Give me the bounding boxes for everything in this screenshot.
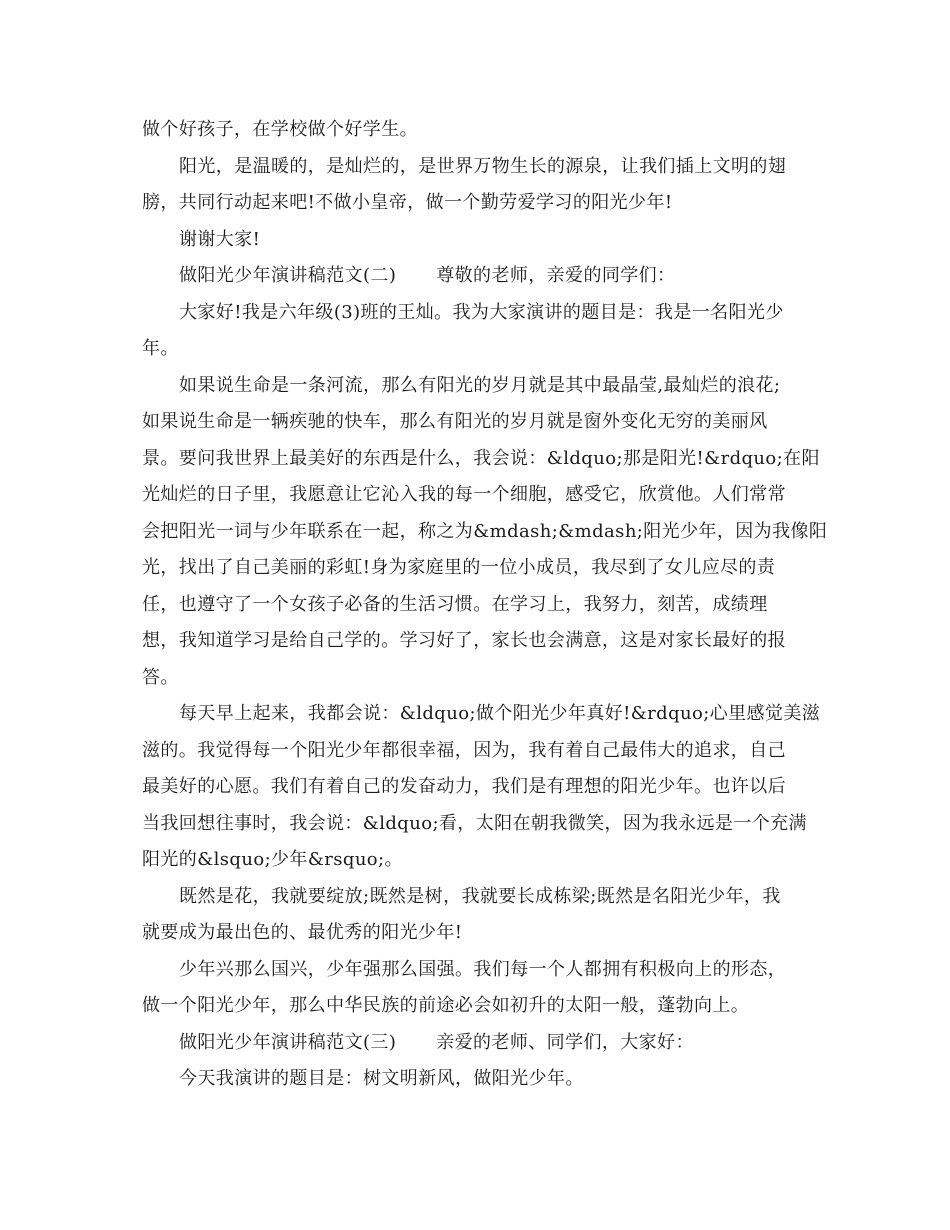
text-line: 膀，共同行动起来吧!不做小皇帝，做一个勤劳爱学习的阳光少年! — [142, 192, 673, 213]
text-line: 做个好孩子，在学校做个好学生。 — [142, 119, 418, 140]
text-line: 阳光的&lsquo;少年&rsquo;。 — [142, 849, 403, 870]
text-line: 做一个阳光少年，那么中华民族的前途必会如初升的太阳一般，蓬勃向上。 — [142, 995, 750, 1016]
salutation: 尊敬的老师，亲爱的同学们： — [436, 265, 676, 286]
text-line: 少年兴那么国兴，少年强那么国强。我们每一个人都拥有积极向上的形态， — [179, 958, 787, 980]
text-line: 光灿烂的日子里，我愿意让它沁入我的每一个细胞，感受它，欣赏他。人们常常 — [142, 484, 786, 505]
text-line: 谢谢大家! — [179, 228, 261, 250]
text-line: 如果说生命是一辆疾驰的快车，那么有阳光的岁月就是窗外变化无穷的美丽风 — [142, 411, 768, 432]
text-line: 如果说生命是一条河流，那么有阳光的岁月就是其中最晶莹,最灿烂的浪花; — [179, 374, 781, 396]
text-line: 每天早上起来，我都会说：&ldquo;做个阳光少年真好!&rdquo;心里感觉美滋 — [179, 703, 821, 724]
text-line: 答。 — [142, 666, 179, 688]
text-line: 任，也遵守了一个女孩子必备的生活习惯。在学习上，我努力，刻苦，成绩理 — [142, 593, 768, 615]
text-line: 当我回想往事时，我会说：&ldquo;看，太阳在朝我微笑，因为我永远是一个充满 — [142, 812, 807, 834]
section-heading-line — [142, 258, 807, 295]
text-line: 景。要问我世界上最美好的东西是什么，我会说：&ldquo;那是阳光!&rdquo;在阳 — [142, 447, 820, 469]
text-line: 光，找出了自己美丽的彩虹!身为家庭里的一位小成员，我尽到了女儿应尽的责 — [142, 557, 776, 578]
salutation: 亲爱的老师、同学们，大家好： — [436, 1031, 694, 1053]
text-line: 既然是花，我就要绽放;既然是树，我就要长成栋梁;既然是名阳光少年，我 — [179, 885, 781, 907]
text-line: 最美好的心愿。我们有着自己的发奋动力，我们是有理想的阳光少年。也许以后 — [142, 776, 786, 797]
text-line: 今天我演讲的题目是：树文明新风，做阳光少年。 — [179, 1068, 584, 1089]
text-line: 大家好!我是六年级(3)班的王灿。我为大家演讲的题目是：我是一名阳光少 — [179, 301, 784, 323]
text-line: 想，我知道学习是给自己学的。学习好了，家长也会满意，这是对家长最好的报 — [142, 630, 786, 651]
text-line: 会把阳光一词与少年联系在一起，称之为&mdash;&mdash;阳光少年，因为我像阳 — [142, 520, 828, 542]
section-heading: 做阳光少年演讲稿范文(二) — [179, 265, 397, 286]
document-body — [142, 112, 828, 1098]
text-line: 就要成为最出色的、最优秀的阳光少年! — [142, 922, 463, 943]
section-heading: 做阳光少年演讲稿范文(三) — [179, 1031, 397, 1053]
text-line: 年。 — [142, 338, 179, 359]
section-heading-line — [142, 1025, 807, 1062]
text-line: 阳光，是温暖的，是灿烂的，是世界万物生长的源泉，让我们插上文明的翅 — [179, 155, 787, 177]
text-line: 滋的。我觉得每一个阳光少年都很幸福，因为，我有着自己最伟大的追求，自己 — [142, 739, 786, 761]
